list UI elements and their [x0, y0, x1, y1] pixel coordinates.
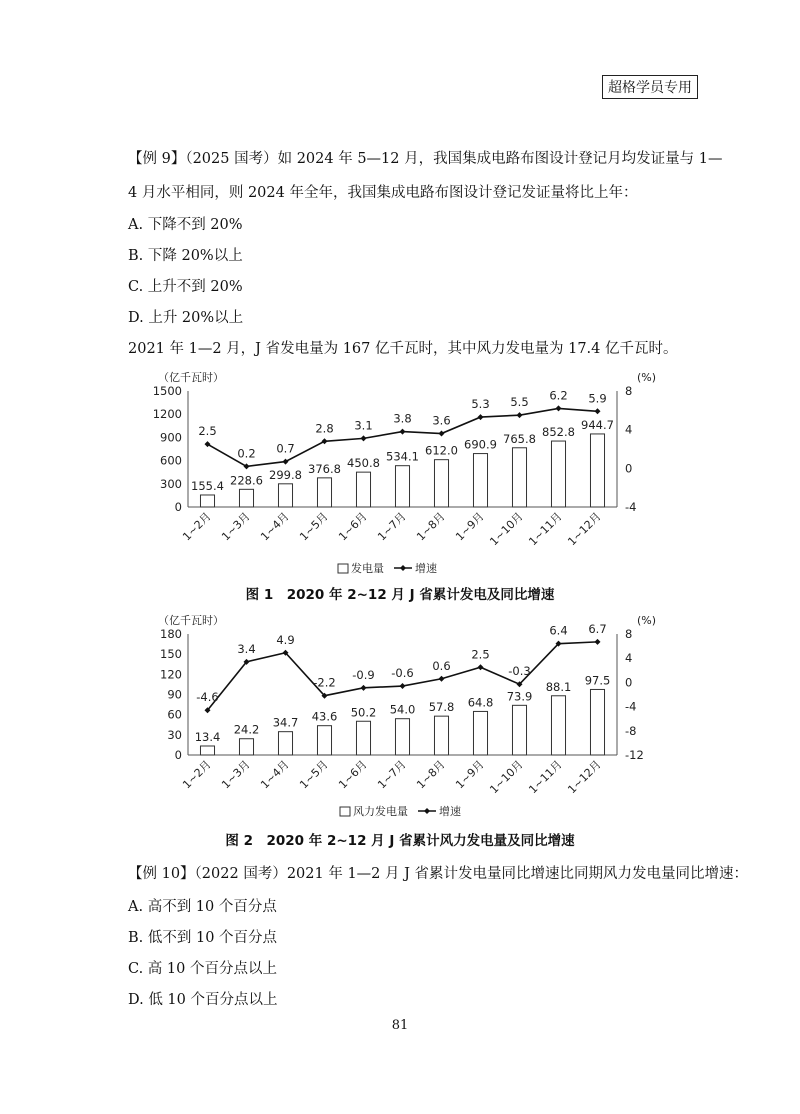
right-tick-5: 8	[625, 627, 633, 641]
growth-label-4: -0.9	[352, 667, 375, 682]
x-tick-3: 1~5月	[297, 757, 331, 792]
x-tick-2: 1~4月	[258, 509, 292, 544]
x-tick-0: 1~2月	[180, 757, 214, 792]
left-tick-2: 600	[160, 453, 182, 468]
left-axis-unit: （亿千瓦时）	[158, 614, 224, 627]
legend-bar-swatch	[338, 564, 348, 573]
growth-label-9: 6.2	[549, 388, 568, 403]
example10-option-d[interactable]: D. 低 10 个百分点以上	[128, 992, 278, 1008]
bar-label-4: 50.2	[350, 705, 377, 720]
growth-point-10	[595, 639, 601, 645]
left-tick-1: 300	[160, 476, 182, 491]
growth-point-7	[478, 414, 484, 420]
x-tick-1: 1~3月	[219, 509, 253, 544]
bar-label-9: 852.8	[542, 425, 575, 440]
right-tick-3: 0	[625, 675, 633, 690]
legend-bar-label: 发电量	[351, 562, 384, 575]
x-tick-2: 1~4月	[258, 757, 292, 792]
bar-label-10: 944.7	[581, 417, 614, 432]
left-tick-0: 0	[174, 748, 182, 762]
left-tick-2: 60	[167, 707, 182, 722]
bar-label-1: 228.6	[230, 473, 263, 488]
bar-10	[590, 689, 604, 755]
bar-label-1: 24.2	[233, 722, 260, 737]
growth-label-4: 3.1	[354, 418, 373, 433]
right-tick-4: 4	[625, 651, 633, 666]
bar-label-3: 376.8	[308, 461, 341, 476]
bar-2	[278, 484, 292, 507]
chart2-wind-generation	[140, 603, 660, 828]
growth-label-9: 6.4	[549, 623, 568, 638]
bar-8	[512, 705, 526, 755]
growth-label-2: 4.9	[276, 632, 295, 647]
growth-label-6: 3.6	[432, 413, 451, 428]
x-tick-9: 1~11月	[526, 509, 565, 549]
growth-point-5	[400, 429, 406, 435]
right-tick-0: -12	[625, 748, 644, 762]
x-tick-3: 1~5月	[297, 509, 331, 544]
bar-7	[473, 711, 487, 755]
growth-point-4	[361, 685, 367, 691]
left-tick-5: 1500	[152, 384, 182, 398]
bar-label-0: 13.4	[194, 729, 221, 744]
growth-label-0: 2.5	[198, 424, 217, 439]
bar-5	[395, 466, 409, 507]
growth-label-10: 5.9	[588, 391, 607, 406]
legend-line-marker	[400, 565, 406, 571]
bar-3	[317, 726, 331, 755]
x-tick-0: 1~2月	[180, 509, 214, 544]
left-tick-6: 180	[160, 627, 182, 641]
bar-label-7: 690.9	[464, 437, 497, 452]
growth-label-1: 0.2	[237, 446, 256, 461]
left-tick-4: 120	[160, 667, 182, 682]
bar-6	[434, 460, 448, 507]
x-tick-6: 1~8月	[414, 757, 448, 792]
bar-4	[356, 721, 370, 755]
growth-point-5	[400, 683, 406, 689]
bar-3	[317, 478, 331, 507]
legend-line-label: 增速	[415, 562, 437, 575]
right-axis-unit: (%)	[637, 614, 657, 627]
left-tick-1: 30	[167, 727, 182, 742]
x-tick-5: 1~7月	[375, 757, 409, 792]
growth-label-0: -4.6	[196, 690, 219, 705]
bar-label-3: 43.6	[311, 709, 338, 724]
growth-label-8: 5.5	[510, 395, 529, 410]
bar-8	[512, 448, 526, 507]
bar-label-10: 97.5	[584, 673, 611, 688]
example10-question-line1: 【例 10】（2022 国考）2021 年 1—2 月 J 省累计发电量同比增速比同期风力发电量同比增速：	[128, 866, 749, 882]
right-tick-1: -8	[625, 723, 637, 738]
right-axis-unit: (%)	[637, 371, 657, 384]
bar-0	[200, 495, 214, 507]
bar-label-6: 57.8	[428, 700, 455, 715]
bar-label-8: 73.9	[506, 689, 533, 704]
x-tick-10: 1~12月	[565, 757, 604, 797]
growth-label-10: 6.7	[588, 621, 607, 636]
growth-label-7: 5.3	[471, 397, 490, 412]
page-number: 81	[391, 1018, 409, 1033]
growth-label-3: -2.2	[313, 675, 336, 690]
left-axis-unit: （亿千瓦时）	[158, 371, 224, 384]
example10-option-b[interactable]: B. 低不到 10 个百分点	[128, 930, 278, 946]
bar-label-8: 765.8	[503, 431, 536, 446]
left-tick-5: 150	[160, 647, 182, 662]
bar-label-0: 155.4	[191, 478, 224, 493]
growth-label-8: -0.3	[508, 664, 531, 679]
data-intro: 2021 年 1—2 月，J 省发电量为 167 亿千瓦时，其中风力发电量为 17.4 亿千瓦时。	[128, 341, 678, 357]
bar-label-4: 450.8	[347, 456, 380, 471]
x-tick-7: 1~9月	[453, 757, 487, 792]
growth-label-2: 0.7	[276, 441, 295, 456]
example10-option-c[interactable]: C. 高 10 个百分点以上	[128, 961, 277, 977]
member-badge: 超格学员专用	[602, 75, 698, 99]
right-tick-3: 8	[625, 384, 633, 398]
left-tick-3: 90	[167, 687, 182, 702]
right-tick-2: -4	[625, 699, 637, 714]
growth-label-6: 0.6	[432, 658, 451, 673]
example9-option-a[interactable]: A. 下降不到 20%	[128, 217, 243, 233]
growth-point-4	[361, 435, 367, 441]
bar-10	[590, 434, 604, 507]
growth-point-6	[439, 676, 445, 682]
x-tick-10: 1~12月	[565, 509, 604, 549]
x-tick-4: 1~6月	[336, 757, 370, 792]
example9-option-b[interactable]: B. 下降 20%以上	[128, 248, 243, 264]
growth-point-8	[517, 412, 523, 418]
left-tick-3: 900	[160, 430, 182, 445]
bar-9	[551, 441, 565, 507]
legend-line-label: 增速	[439, 805, 461, 818]
example10-option-a[interactable]: A. 高不到 10 个百分点	[128, 899, 277, 915]
growth-label-7: 2.5	[471, 647, 490, 662]
legend-bar-label: 风力发电量	[353, 805, 408, 818]
example9-question-line1: 【例 9】（2025 国考）如 2024 年 5—12 月，我国集成电路布图设计登记月均发证量与 1—	[128, 151, 723, 167]
growth-point-6	[439, 431, 445, 437]
example9-option-d[interactable]: D. 上升 20%以上	[128, 310, 244, 326]
chart1-caption: 图 1 2020 年 2~12 月 J 省累计发电及同比增速	[245, 587, 555, 603]
x-tick-8: 1~10月	[487, 757, 526, 797]
x-tick-5: 1~7月	[375, 509, 409, 544]
growth-label-1: 3.4	[237, 641, 256, 656]
growth-point-2	[283, 459, 289, 465]
bar-9	[551, 696, 565, 755]
bar-label-9: 88.1	[545, 679, 572, 694]
growth-point-10	[595, 408, 601, 414]
growth-label-5: 3.8	[393, 411, 412, 426]
bar-1	[239, 739, 253, 755]
bar-label-6: 612.0	[425, 443, 458, 458]
right-tick-0: -4	[625, 500, 637, 514]
chart2-caption: 图 2 2020 年 2~12 月 J 省累计风力发电量及同比增速	[225, 833, 575, 849]
bar-5	[395, 719, 409, 755]
bar-label-5: 534.1	[386, 449, 419, 464]
growth-point-7	[478, 664, 484, 670]
bar-label-2: 299.8	[269, 467, 302, 482]
bar-7	[473, 454, 487, 507]
x-tick-4: 1~6月	[336, 509, 370, 544]
x-tick-8: 1~10月	[487, 509, 526, 549]
legend-bar-swatch	[340, 807, 350, 816]
x-tick-6: 1~8月	[414, 509, 448, 544]
bar-label-2: 34.7	[272, 715, 299, 730]
growth-label-5: -0.6	[391, 666, 414, 681]
bar-label-7: 64.8	[467, 695, 494, 710]
bar-1	[239, 489, 253, 507]
growth-label-3: 2.8	[315, 421, 334, 436]
bar-2	[278, 732, 292, 755]
growth-point-9	[556, 405, 562, 411]
x-tick-1: 1~3月	[219, 757, 253, 792]
right-tick-2: 4	[625, 422, 633, 437]
bar-0	[200, 746, 214, 755]
x-tick-9: 1~11月	[526, 757, 565, 797]
growth-point-3	[322, 438, 328, 444]
bar-4	[356, 472, 370, 507]
bar-6	[434, 716, 448, 755]
x-tick-7: 1~9月	[453, 509, 487, 544]
left-tick-0: 0	[174, 500, 182, 514]
example9-option-c[interactable]: C. 上升不到 20%	[128, 279, 243, 295]
example9-question-line2: 4 月水平相同，则 2024 年全年，我国集成电路布图设计登记发证量将比上年：	[128, 185, 638, 201]
bar-label-5: 54.0	[389, 702, 416, 717]
right-tick-1: 0	[625, 461, 633, 476]
chart1-generation	[140, 356, 660, 578]
legend-line-marker	[424, 808, 430, 814]
left-tick-4: 1200	[152, 407, 182, 422]
